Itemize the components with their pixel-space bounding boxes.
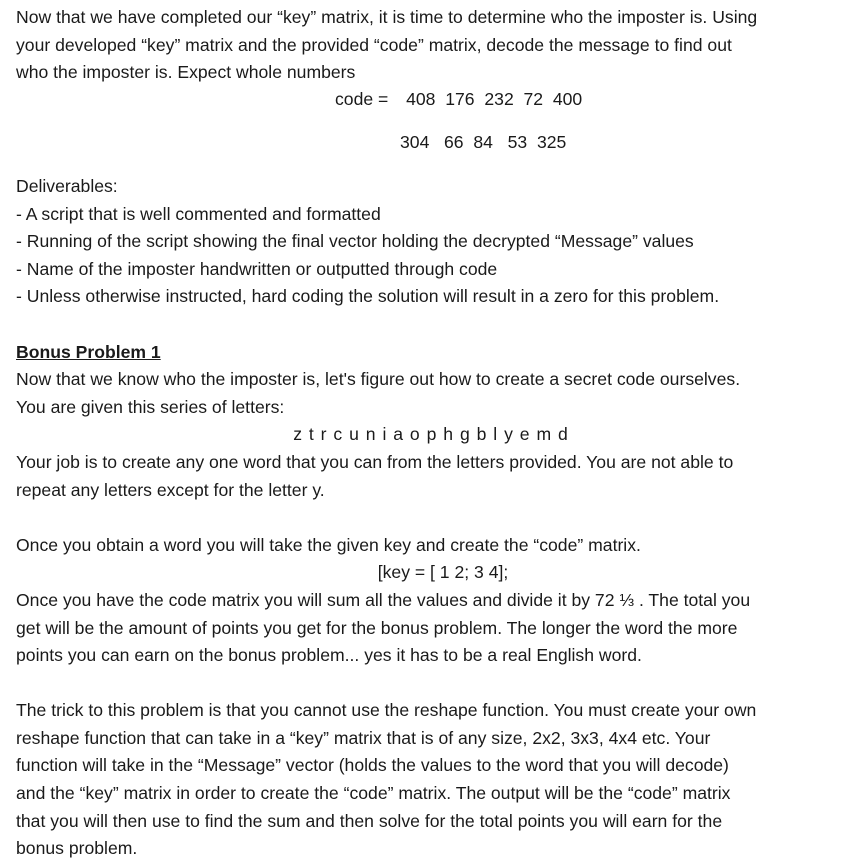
bonus-paragraph-line: The trick to this problem is that you cannot use the reshape function. You must create your own <box>16 700 757 721</box>
bonus-title: Bonus Problem 1 <box>16 341 161 362</box>
intro-line: Now that we have completed our “key” matrix, it is time to determine who the imposter is. Using <box>16 7 758 27</box>
bonus-paragraph-line: Once you have the code matrix you will sum all the values and divide it by 72 ⅓ . The total you <box>16 589 751 610</box>
deliverables-title: Deliverables: <box>16 176 118 196</box>
deliverable-item: - Running of the script showing the final vector holding the decrypted “Message” values <box>16 231 694 252</box>
bonus-paragraph-line: that you will then use to find the sum and then solve for the total points you will earn for the <box>16 810 723 831</box>
bonus-paragraph-line: Once you obtain a word you will take the given key and create the “code” matrix. <box>16 534 641 555</box>
document-page <box>16 4 846 87</box>
bonus-paragraph-line: You are given this series of letters: <box>16 396 285 417</box>
spacer <box>16 504 846 532</box>
code-matrix-values-row-1: 408 176 232 72 400 <box>406 89 583 109</box>
code-matrix-row-2 <box>400 132 566 153</box>
intro-line: who the imposter is. Expect whole numbers <box>16 62 356 83</box>
intro-line: your developed “key” matrix and the provided “code” matrix, decode the message to find out <box>16 34 732 55</box>
bonus-paragraph-line: Your job is to create any one word that you can from the letters provided. You are not able to <box>16 451 734 472</box>
intro-paragraph <box>16 4 846 87</box>
document-body <box>16 173 846 863</box>
spacer <box>16 670 846 698</box>
deliverable-item: - Name of the imposter handwritten or outputted through code <box>16 258 498 279</box>
deliverable-item: - A script that is well commented and formatted <box>16 203 381 224</box>
bonus-paragraph-line: Now that we know who the imposter is, let's figure out how to create a secret code ourselves. <box>16 369 741 390</box>
bonus-paragraph-line: bonus problem. <box>16 838 138 859</box>
spacer <box>16 311 846 339</box>
letter-series: z t r c u n i a o p h g b l y e m d <box>293 424 569 445</box>
bonus-section <box>16 339 846 863</box>
bonus-paragraph-line: and the “key” matrix in order to create the “code” matrix. The output will be the “code” matrix <box>16 783 731 804</box>
code-matrix-values-row-2: 304 66 84 53 325 <box>400 132 567 152</box>
bonus-paragraph-line: get will be the amount of points you get for the bonus problem. The longer the word the more <box>16 617 738 638</box>
bonus-paragraph-line: points you can earn on the bonus problem... yes it has to be a real English word. <box>16 645 642 666</box>
key-definition: [key = [ 1 2; 3 4]; <box>377 562 509 583</box>
code-matrix-label: code = <box>335 89 389 109</box>
bonus-paragraph-line: function will take in the “Message” vector (holds the values to the word that you will decode) <box>16 755 729 776</box>
deliverables-section <box>16 173 846 311</box>
bonus-paragraph-line: reshape function that can take in a “key” matrix that is of any size, 2x2, 3x3, 4x4 etc. Your <box>16 727 711 748</box>
code-matrix-row-1 <box>335 89 582 110</box>
bonus-paragraph-line: repeat any letters except for the letter y. <box>16 479 325 500</box>
deliverable-item: - Unless otherwise instructed, hard coding the solution will result in a zero for this problem. <box>16 286 720 307</box>
